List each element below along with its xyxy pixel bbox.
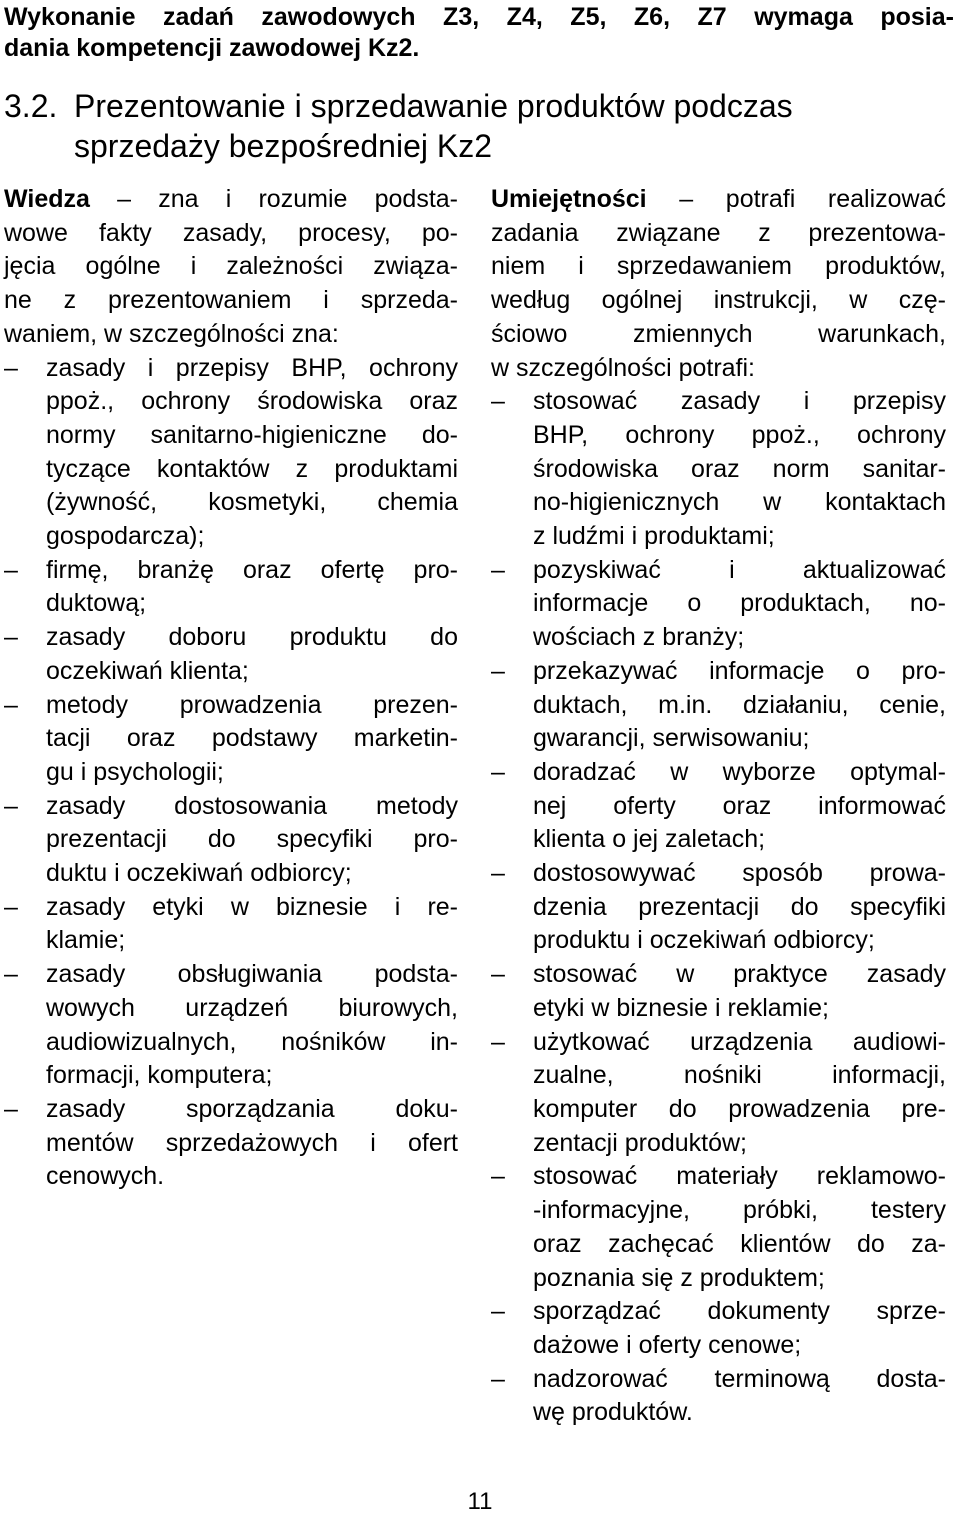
- list-item-text: dzenia prezentacji do specyfiki: [533, 892, 946, 921]
- list-item-text: tyczące kontaktów z produktami: [46, 454, 458, 483]
- paragraph-line: jęcia ogólne i zależności związa-: [4, 252, 458, 281]
- list-item-line: [491, 891, 946, 925]
- list-item: [4, 689, 458, 790]
- page-number: 11: [467, 1488, 493, 1515]
- list-item: [4, 352, 458, 554]
- skills-column: [491, 183, 946, 1430]
- section-title-line: sprzedaży bezpośredniej Kz2: [74, 128, 493, 164]
- list-item-text: z ludźmi i produktami;: [533, 522, 775, 551]
- list-item-line: [491, 655, 946, 689]
- list-item-line: [4, 756, 458, 790]
- list-item: [491, 1295, 946, 1362]
- list-dash: –: [491, 656, 505, 685]
- list-item-text: no-higienicznych w kontaktach: [533, 488, 946, 517]
- list-dash: –: [4, 623, 18, 652]
- list-dash: –: [491, 1364, 505, 1393]
- list-item-line: [4, 655, 458, 689]
- list-item-line: [491, 857, 946, 891]
- list-item-line: [491, 992, 946, 1026]
- em-dash: –: [679, 185, 694, 213]
- list-item-line: [4, 1093, 458, 1127]
- list-item-line: [4, 857, 458, 891]
- list-item-text: (żywność, kosmetyki, chemia: [46, 488, 458, 517]
- list-item-text: zualne, nośniki informacji,: [533, 1061, 946, 1090]
- intro-paragraph-line: [491, 183, 946, 217]
- list-item-line: [4, 621, 458, 655]
- list-item-line: [491, 790, 946, 824]
- list-item-text: audiowizualnych, nośników in-: [46, 1027, 458, 1056]
- list-item-text: tacji oraz podstawy marketin-: [46, 724, 458, 753]
- paragraph-line: ściowo zmiennych warunkach,: [491, 319, 946, 348]
- paragraph-line: niem i sprzedawaniem produktów,: [491, 252, 946, 281]
- list-item: [491, 655, 946, 756]
- list-item-line: [4, 385, 458, 419]
- list-item-line: [4, 823, 458, 857]
- paragraph-line: w szczególności potrafi:: [491, 353, 756, 382]
- list-item-line: [4, 453, 458, 487]
- list-item-line: [491, 486, 946, 520]
- list-item-text: stosować materiały reklamowo-: [533, 1162, 946, 1191]
- list-item-line: [4, 520, 458, 554]
- list-dash: –: [491, 960, 505, 989]
- list-item-text: mentów sprzedażowych i ofert: [46, 1128, 458, 1157]
- list-item-text: zasady sporządzania doku-: [46, 1094, 458, 1123]
- list-dash: –: [491, 555, 505, 584]
- intro-line: Wykonanie zadań zawodowych Z3, Z4, Z5, Z6, Z7 wymaga posia-: [4, 3, 954, 31]
- list-item-text: użytkować urządzenia audiowi-: [533, 1027, 946, 1056]
- list-item-line: [4, 1160, 458, 1194]
- list-item-text: informacje o produktach, no-: [533, 589, 946, 618]
- list-item-text: poznania się z produktem;: [533, 1263, 825, 1292]
- section-heading: [4, 86, 954, 166]
- intro-line: dania kompetencji zawodowej Kz2.: [4, 34, 420, 62]
- intro-text: [4, 2, 954, 64]
- paragraph-text: potrafi realizować: [693, 185, 946, 213]
- list-item-text: -informacyjne, próbki, testery: [533, 1196, 946, 1225]
- list-item-text: doradzać w wyborze optymal-: [533, 757, 946, 786]
- list-item-text: normy sanitarno-higieniczne do-: [46, 420, 458, 449]
- list-item-line: [491, 587, 946, 621]
- knowledge-term: Wiedza: [4, 185, 90, 213]
- list-item-line: [491, 1127, 946, 1161]
- list-item-text: zentacji produktów;: [533, 1128, 748, 1157]
- list-item-text: przekazywać informacje o pro-: [533, 656, 946, 685]
- list-item-text: dażowe i oferty cenowe;: [533, 1330, 802, 1359]
- em-dash: –: [117, 185, 132, 213]
- list-item-line: [491, 823, 946, 857]
- list-dash: –: [4, 690, 18, 719]
- list-item: [4, 958, 458, 1093]
- list-item-line: [4, 992, 458, 1026]
- list-item-line: [491, 1093, 946, 1127]
- section-number: 3.2.: [4, 88, 58, 124]
- list-item-text: wę produktów.: [533, 1398, 693, 1427]
- list-item-text: gwarancji, serwisowaniu;: [533, 724, 810, 753]
- list-item-text: gospodarcza);: [46, 522, 205, 551]
- list-item-line: [4, 486, 458, 520]
- paragraph-text: zna i rozumie podsta-: [131, 185, 458, 213]
- section-title-line: Prezentowanie i sprzedawanie produktów podczas: [74, 88, 793, 124]
- paragraph-line: według ogólnej instrukcji, w czę-: [491, 286, 946, 315]
- list-item-text: sporządzać dokumenty sprze-: [533, 1297, 946, 1326]
- list-dash: –: [491, 1297, 505, 1326]
- list-item-line: [4, 554, 458, 588]
- list-item: [491, 756, 946, 857]
- list-item-text: zasady dostosowania metody: [46, 791, 458, 820]
- paragraph-line: wowe fakty zasady, procesy, po-: [4, 218, 458, 247]
- list-item-text: BHP, ochrony ppoż., ochrony: [533, 420, 946, 449]
- list-item: [491, 1026, 946, 1161]
- list-item: [491, 958, 946, 1025]
- list-item-line: [491, 924, 946, 958]
- list-item-text: metody prowadzenia prezen-: [46, 690, 458, 719]
- list-item-line: [4, 958, 458, 992]
- list-dash: –: [491, 1162, 505, 1191]
- list-item-line: [491, 1160, 946, 1194]
- list-item-text: gu i psychologii;: [46, 757, 224, 786]
- knowledge-column: [4, 183, 458, 1194]
- list-item-text: komputer do prowadzenia pre-: [533, 1094, 946, 1123]
- list-item-line: [4, 891, 458, 925]
- list-item: [4, 891, 458, 958]
- list-item-text: oraz zachęcać klientów do za-: [533, 1229, 946, 1258]
- list-item: [491, 857, 946, 958]
- list-item-line: [491, 1396, 946, 1430]
- list-item-text: zasady obsługiwania podsta-: [46, 960, 458, 989]
- list-item-line: [491, 1329, 946, 1363]
- list-item-text: oczekiwań klienta;: [46, 656, 249, 685]
- list-item-line: [4, 924, 458, 958]
- paragraph-line: ne z prezentowaniem i sprzeda-: [4, 286, 458, 315]
- list-item-text: duktu i oczekiwań odbiorcy;: [46, 859, 352, 888]
- list-item-text: zasady etyki w biznesie i re-: [46, 892, 458, 921]
- list-item-line: [491, 1295, 946, 1329]
- list-item-text: zasady doboru produktu do: [46, 623, 458, 652]
- list-item: [4, 621, 458, 688]
- list-item-line: [491, 958, 946, 992]
- list-dash: –: [491, 387, 505, 416]
- list-item-text: etyki w biznesie i reklamie;: [533, 993, 829, 1022]
- list-item-line: [491, 756, 946, 790]
- list-item-line: [4, 1127, 458, 1161]
- list-item-text: produktu i oczekiwań odbiorcy;: [533, 926, 875, 955]
- skills-term: Umiejętności: [491, 185, 647, 213]
- list-dash: –: [4, 791, 18, 820]
- list-item-text: cenowych.: [46, 1162, 165, 1191]
- list-item: [491, 385, 946, 554]
- list-item-text: nadzorować terminową dosta-: [533, 1364, 946, 1393]
- list-item-line: [491, 1059, 946, 1093]
- list-dash: –: [4, 1094, 18, 1123]
- list-item-line: [491, 1363, 946, 1397]
- list-item-line: [4, 352, 458, 386]
- list-item: [4, 554, 458, 621]
- list-item-text: dostosowywać sposób prowa-: [533, 859, 946, 888]
- list-item-text: duktach, m.in. działaniu, cenie,: [533, 690, 946, 719]
- list-item-text: środowiska oraz norm sanitar-: [533, 454, 946, 483]
- list-item-line: [491, 385, 946, 419]
- list-item-line: [4, 419, 458, 453]
- list-item-text: formacji, komputera;: [46, 1061, 273, 1090]
- list-item-line: [4, 790, 458, 824]
- list-item-text: klamie;: [46, 926, 126, 955]
- list-dash: –: [491, 757, 505, 786]
- list-item-line: [491, 1262, 946, 1296]
- list-item-text: firmę, branżę oraz ofertę pro-: [46, 555, 458, 584]
- list-item-line: [491, 554, 946, 588]
- list-dash: –: [491, 1027, 505, 1056]
- list-dash: –: [4, 555, 18, 584]
- list-item-line: [491, 520, 946, 554]
- list-item-text: pozyskiwać i aktualizować: [533, 555, 946, 584]
- list-item-line: [4, 1026, 458, 1060]
- list-item-line: [491, 453, 946, 487]
- list-dash: –: [4, 353, 18, 382]
- list-item-text: wościach z branży;: [533, 623, 745, 652]
- list-item-line: [491, 722, 946, 756]
- list-item-line: [4, 587, 458, 621]
- list-dash: –: [4, 892, 18, 921]
- list-item: [491, 554, 946, 655]
- list-item: [4, 790, 458, 891]
- list-item-line: [491, 621, 946, 655]
- list-item-text: nej oferty oraz informować: [533, 791, 946, 820]
- list-item: [491, 1363, 946, 1430]
- list-item-line: [491, 1228, 946, 1262]
- list-item: [491, 1160, 946, 1295]
- list-item-text: zasady i przepisy BHP, ochrony: [46, 353, 458, 382]
- list-item-line: [491, 1026, 946, 1060]
- list-item-line: [491, 419, 946, 453]
- list-item-text: stosować zasady i przepisy: [533, 387, 946, 416]
- list-item-text: prezentacji do specyfiki pro-: [46, 825, 458, 854]
- paragraph-line: waniem, w szczególności zna:: [4, 319, 339, 348]
- list-dash: –: [4, 960, 18, 989]
- list-item-text: stosować w praktyce zasady: [533, 960, 946, 989]
- list-item-line: [4, 722, 458, 756]
- paragraph-line: zadania związane z prezentowa-: [491, 218, 946, 247]
- list-item-line: [491, 1194, 946, 1228]
- list-item-line: [491, 689, 946, 723]
- list-item-text: duktową;: [46, 589, 147, 618]
- list-item: [4, 1093, 458, 1194]
- list-item-text: ppoż., ochrony środowiska oraz: [46, 387, 458, 416]
- list-item-line: [4, 1059, 458, 1093]
- list-item-text: wowych urządzeń biurowych,: [46, 993, 458, 1022]
- list-item-text: klienta o jej zaletach;: [533, 825, 766, 854]
- list-item-line: [4, 689, 458, 723]
- list-dash: –: [491, 859, 505, 888]
- intro-paragraph-line: [4, 183, 458, 217]
